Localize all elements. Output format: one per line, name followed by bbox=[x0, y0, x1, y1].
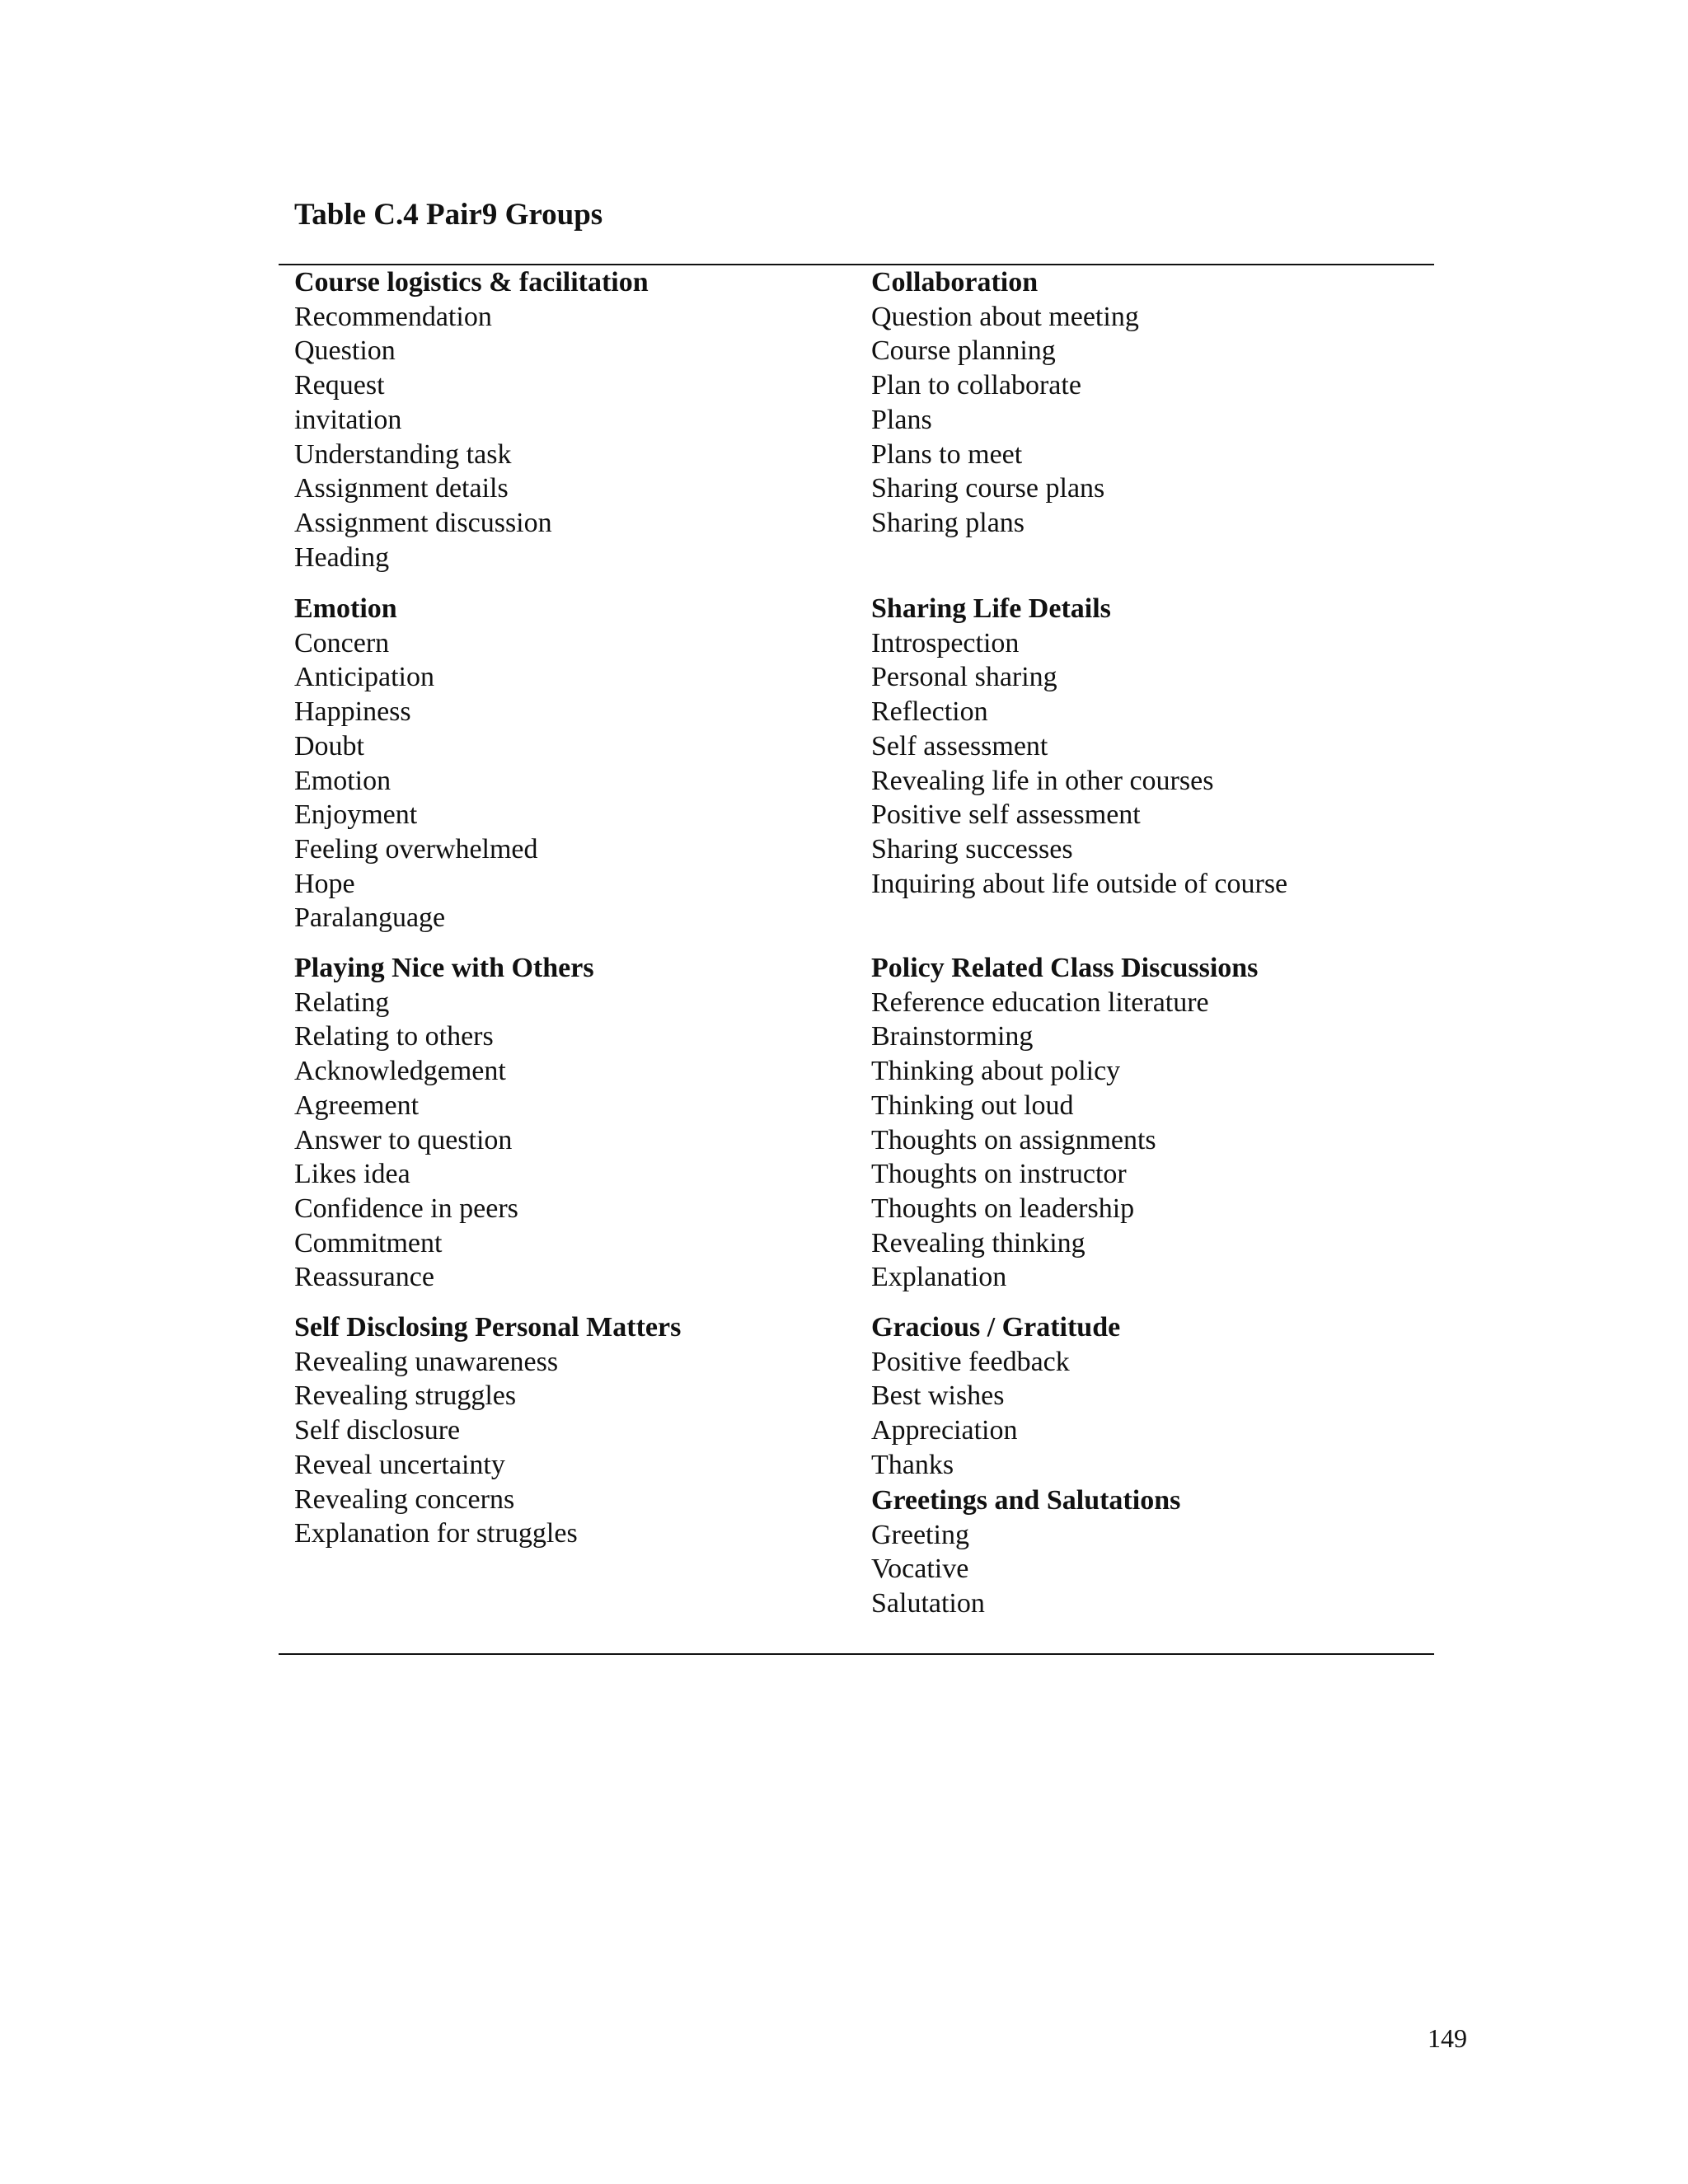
list-item: Relating to others bbox=[294, 1021, 494, 1052]
group-heading: Emotion bbox=[294, 593, 397, 624]
list-item: Heading bbox=[294, 541, 390, 573]
group-sharing-life-details bbox=[871, 592, 1432, 901]
list-item: Question about meeting bbox=[871, 301, 1139, 332]
group-collaboration bbox=[871, 265, 1432, 541]
group-heading: Playing Nice with Others bbox=[294, 953, 594, 983]
list-item: Sharing plans bbox=[871, 507, 1025, 538]
group-item-list bbox=[871, 300, 1432, 541]
list-item: Commitment bbox=[294, 1227, 443, 1258]
list-item: Revealing unawareness bbox=[294, 1346, 559, 1377]
group-item-list bbox=[871, 626, 1432, 902]
list-item: Thoughts on leadership bbox=[871, 1193, 1135, 1224]
group-item-list bbox=[294, 1345, 855, 1551]
group-heading: Course logistics & facilitation bbox=[294, 267, 649, 298]
list-item: Course planning bbox=[871, 335, 1056, 367]
group-heading: Sharing Life Details bbox=[871, 593, 1111, 624]
list-item: Inquiring about life outside of course bbox=[871, 868, 1288, 899]
list-item: Reflection bbox=[871, 696, 988, 728]
list-item: Personal sharing bbox=[871, 662, 1057, 693]
list-item: Salutation bbox=[871, 1588, 985, 1619]
group-emotion bbox=[294, 592, 855, 935]
list-item: Recommendation bbox=[294, 301, 492, 332]
list-item: Doubt bbox=[294, 730, 364, 762]
group-course-logistics bbox=[294, 265, 855, 574]
list-item: Emotion bbox=[294, 765, 392, 796]
list-item: Confidence in peers bbox=[294, 1193, 518, 1224]
list-item: Assignment details bbox=[294, 473, 509, 504]
list-item: invitation bbox=[294, 404, 402, 435]
list-item: Revealing life in other courses bbox=[871, 765, 1214, 796]
group-item-list bbox=[871, 1518, 1432, 1621]
list-item: Explanation bbox=[871, 1262, 1007, 1293]
list-item: Acknowledgement bbox=[294, 1056, 506, 1087]
page-number: 149 bbox=[1428, 2023, 1467, 2053]
list-item: Revealing struggles bbox=[294, 1380, 517, 1412]
list-item: Sharing successes bbox=[871, 833, 1073, 865]
group-playing-nice bbox=[294, 951, 855, 1295]
group-heading: Gracious / Gratitude bbox=[871, 1312, 1121, 1343]
list-item: Paralanguage bbox=[294, 902, 446, 934]
list-item: Understanding task bbox=[294, 438, 512, 470]
group-policy-related bbox=[871, 951, 1432, 1295]
list-item: Reassurance bbox=[294, 1262, 434, 1293]
list-item: Self disclosure bbox=[294, 1415, 461, 1446]
group-item-list bbox=[294, 300, 855, 575]
group-heading: Self Disclosing Personal Matters bbox=[294, 1312, 682, 1343]
list-item: Reveal uncertainty bbox=[294, 1449, 505, 1480]
list-item: Introspection bbox=[871, 627, 1020, 658]
list-item: Explanation for struggles bbox=[294, 1518, 578, 1549]
list-item: Thoughts on assignments bbox=[871, 1124, 1156, 1155]
list-item: Positive feedback bbox=[871, 1346, 1070, 1377]
list-item: Greeting bbox=[871, 1519, 969, 1550]
list-item: Enjoyment bbox=[294, 799, 418, 831]
list-item: Vocative bbox=[871, 1554, 969, 1585]
list-item: Self assessment bbox=[871, 730, 1048, 762]
group-item-list bbox=[871, 986, 1432, 1295]
list-item: Likes idea bbox=[294, 1159, 410, 1190]
list-item: Positive self assessment bbox=[871, 799, 1141, 831]
group-gracious-gratitude bbox=[871, 1310, 1432, 1483]
group-item-list bbox=[294, 986, 855, 1295]
list-item: Best wishes bbox=[871, 1380, 1005, 1412]
list-item: Request bbox=[294, 370, 385, 401]
list-item: Appreciation bbox=[871, 1415, 1018, 1446]
group-item-list bbox=[294, 626, 855, 935]
table-title: Table C.4 Pair9 Groups bbox=[294, 198, 603, 232]
list-item: Brainstorming bbox=[871, 1021, 1034, 1052]
list-item: Revealing thinking bbox=[871, 1227, 1085, 1258]
list-item: Thanks bbox=[871, 1449, 954, 1480]
list-item: Agreement bbox=[294, 1090, 420, 1121]
list-item: Plans to meet bbox=[871, 438, 1023, 470]
group-heading: Greetings and Salutations bbox=[871, 1485, 1181, 1516]
list-item: Hope bbox=[294, 868, 355, 899]
list-item: Anticipation bbox=[294, 662, 434, 693]
list-item: Relating bbox=[294, 987, 390, 1018]
list-item: Revealing concerns bbox=[294, 1483, 515, 1515]
list-item: Answer to question bbox=[294, 1124, 513, 1155]
group-self-disclosing bbox=[294, 1310, 855, 1551]
list-item: Assignment discussion bbox=[294, 507, 552, 538]
group-heading: Collaboration bbox=[871, 267, 1039, 298]
table-bottom-rule bbox=[279, 1653, 1434, 1655]
group-greetings-salutations bbox=[871, 1483, 1432, 1621]
list-item: Plan to collaborate bbox=[871, 370, 1081, 401]
list-item: Plans bbox=[871, 404, 932, 435]
list-item: Question bbox=[294, 335, 396, 367]
group-heading: Policy Related Class Discussions bbox=[871, 953, 1259, 983]
list-item: Feeling overwhelmed bbox=[294, 833, 538, 865]
list-item: Happiness bbox=[294, 696, 411, 728]
list-item: Thinking out loud bbox=[871, 1090, 1074, 1121]
list-item: Concern bbox=[294, 627, 390, 658]
group-item-list bbox=[871, 1345, 1432, 1483]
list-item: Sharing course plans bbox=[871, 473, 1105, 504]
list-item: Reference education literature bbox=[871, 987, 1209, 1018]
list-item: Thinking about policy bbox=[871, 1056, 1121, 1087]
list-item: Thoughts on instructor bbox=[871, 1159, 1127, 1190]
